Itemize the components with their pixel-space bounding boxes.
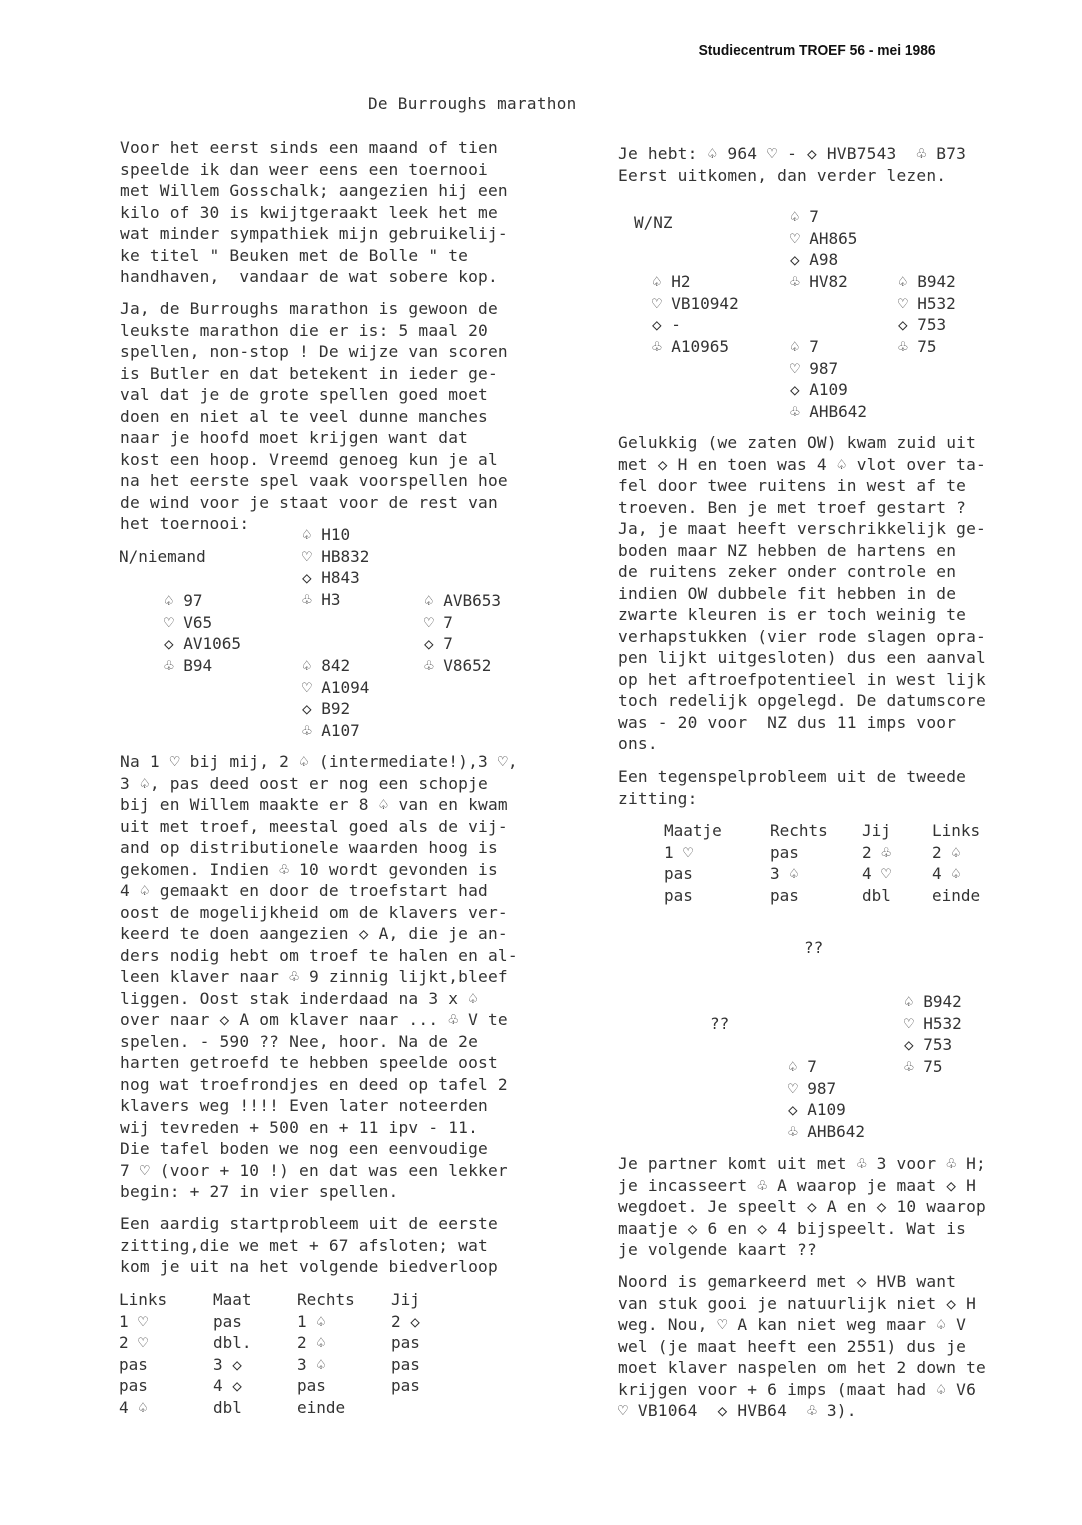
text-line: ♤ H2: [652, 272, 691, 291]
bidding-header: Jij: [391, 1290, 420, 1309]
text-line: kom je uit na het volgende biedverloop: [120, 1257, 498, 1276]
text-line: ♡ VB10942: [652, 293, 739, 313]
text-line: Gelukkig (we zaten OW) kwam zuid uit: [618, 433, 977, 452]
text-line: ♧ AHB642: [790, 401, 868, 421]
text-line: op het aftroefpotentieel in west lijk: [618, 669, 986, 689]
text-line: ◇ 7: [424, 634, 453, 653]
text-line: Noord is gemarkeerd met ◇ HVB want: [618, 1272, 957, 1291]
text-line: ♡ AH865: [790, 228, 858, 248]
deal2-south: [790, 336, 867, 422]
text-line: na het eerste spel vaak voorspellen hoe: [120, 471, 508, 490]
bidding-header: Rechts: [770, 821, 828, 840]
text-line: val dat je de grote spellen goed moet: [120, 385, 488, 404]
deal1-west: [164, 590, 241, 676]
deal2-east: [898, 271, 956, 357]
text-line: ♡ V65: [164, 612, 213, 632]
bidding-cell: pas: [119, 1376, 148, 1395]
bidding-cell: 2 ♤: [297, 1333, 326, 1352]
text-line: ♤ H10: [302, 525, 351, 544]
text-line: moet klaver naspelen om het 2 down te: [618, 1358, 986, 1377]
text-line: is Butler en dat betekent in ieder ge-: [120, 363, 498, 383]
text-line: spellen, non-stop ! De wijze van scoren: [120, 342, 508, 361]
text-line: Voor het eerst sinds een maand of tien: [120, 138, 498, 157]
bidding-cell: einde: [932, 885, 981, 905]
text-line: ◇ B92: [302, 699, 351, 718]
bidding-header: Links: [932, 821, 981, 840]
text-line: ♧ A107: [302, 720, 360, 740]
text-line: je volgende kaart ??: [618, 1240, 817, 1259]
deal2-label: W/NZ: [634, 213, 673, 232]
text-line: ◇ H843: [302, 568, 360, 587]
text-line: toch redelijk opgelegd. De datumscore: [618, 691, 986, 710]
bidding-cell: dbl: [862, 885, 891, 905]
text-line: maatje ◇ 6 en ◇ 4 bijspeelt. Wat is: [618, 1218, 967, 1238]
bidding-cell: pas: [213, 1311, 242, 1331]
text-line: ♧ V8652: [424, 655, 492, 675]
text-line: Een tegenspelprobleem uit de tweede: [618, 767, 967, 786]
page-header: Studiecentrum TROEF 56 - mei 1986: [699, 42, 936, 59]
bidding-cell: 4 ♤: [119, 1397, 148, 1417]
text-line: met ◇ H en toen was 4 ♤ vlot over ta-: [618, 454, 986, 474]
deal1-east: [424, 590, 501, 676]
text-line: ♡ HB832: [302, 546, 370, 566]
deal1-north: [302, 524, 369, 610]
col2-paragraph-1: [618, 143, 966, 186]
text-line: and op distributionele waarden hoog is: [120, 838, 498, 857]
text-line: de wind voor je staat voor de rest van: [120, 492, 498, 512]
bidding-cell: einde: [297, 1397, 346, 1417]
text-line: ◇ -: [652, 315, 681, 334]
bidding-cell: 1 ♤: [297, 1311, 326, 1331]
bidding-cell: 4 ◇: [213, 1376, 242, 1395]
deal3-east: [904, 991, 962, 1077]
text-line: Ja, je maat heeft verschrikkelijk ge-: [618, 519, 986, 538]
bidding-cell: 2 ♤: [932, 842, 961, 862]
bidding-cell: pas: [664, 864, 693, 883]
text-line: ♡ H532: [904, 1013, 962, 1033]
text-line: fel door twee ruitens in west af te: [618, 476, 967, 495]
text-line: over naar ◇ A om klaver naar ... ♧ V te: [120, 1010, 508, 1029]
text-line: klavers weg !!!! Even later noteerden: [120, 1096, 488, 1115]
text-line: ♤ 97: [164, 591, 203, 610]
text-line: indien OW dubbele fit hebben in de: [618, 583, 957, 603]
text-line: gekomen. Indien ♧ 10 wordt gevonden is: [120, 859, 498, 879]
text-line: Je partner komt uit met ♧ 3 voor ♧ H;: [618, 1154, 986, 1173]
text-line: spelen. - 590 ?? Nee, hoor. Na de 2e: [120, 1031, 479, 1051]
bidding-cell: 2 ♧: [862, 842, 891, 862]
text-line: uit met troef, meestal goed als de vij-: [120, 816, 508, 836]
text-line: ke titel " Beuken met de Bolle " te: [120, 245, 469, 265]
text-line: ◇ AV1065: [164, 634, 242, 653]
text-line: ders nodig hebt om troef te halen en al-: [120, 945, 518, 965]
col2-paragraph-5: [618, 1271, 986, 1422]
text-line: Na 1 ♡ bij mij, 2 ♤ (intermediate!),3 ♡,: [120, 752, 518, 771]
text-line: ♡ 7: [424, 612, 453, 632]
text-line: leen klaver naar ♧ 9 zinnig lijkt,bleef: [120, 967, 508, 986]
text-line: ◇ A109: [790, 380, 848, 399]
col2-paragraph-2: [618, 432, 986, 755]
text-line: ♤ B942: [904, 992, 962, 1011]
text-line: handhaven, vandaar de wat sobere kop.: [120, 267, 498, 286]
text-line: kilo of 30 is kwijtgeraakt leek het me: [120, 202, 498, 222]
text-line: ♡ VB1064 ◇ HVB64 ♧ 3).: [618, 1401, 857, 1420]
text-line: ♧ HV82: [790, 271, 848, 291]
article-title: De Burroughs marathon: [368, 94, 577, 113]
text-line: keerd te doen aangezien ◇ A, die je an-: [120, 924, 508, 943]
text-line: ♡ 987: [788, 1078, 837, 1098]
bidding-header: Maat: [213, 1290, 252, 1309]
text-line: naar je hoofd moet krijgen want dat: [120, 428, 469, 447]
text-line: doen en niet al te veel dunne manches: [120, 406, 488, 426]
text-line: met Willem Gosschalk; aangezien hij een: [120, 181, 508, 200]
text-line: ♡ 987: [790, 358, 839, 378]
text-line: ◇ A109: [788, 1100, 846, 1119]
deal3-north-unknown: ??: [804, 938, 824, 957]
bidding-cell: pas: [391, 1333, 420, 1352]
text-line: ♧ B94: [164, 655, 213, 675]
text-line: ◇ A98: [790, 250, 839, 269]
text-line: ons.: [618, 734, 658, 753]
bidding-cell: pas: [770, 885, 799, 905]
text-line: verhapstukken (vier rode slagen opra-: [618, 626, 986, 646]
bidding-cell: 3 ♤: [297, 1354, 326, 1374]
text-line: ♤ B942: [898, 272, 956, 291]
text-line: weg. Nou, ♡ A kan niet weg maar ♤ V: [618, 1315, 967, 1334]
text-line: ◇ 753: [898, 315, 947, 334]
text-line: de ruitens zeker onder controle en: [618, 562, 957, 581]
text-line: het toernooi:: [120, 514, 250, 533]
text-line: van stuk gooi je natuurlijk niet ◇ H: [618, 1293, 977, 1313]
text-line: nog wat troefrondjes en deed op tafel 2: [120, 1074, 508, 1094]
text-line: zwarte kleuren is er toch weinig te: [618, 605, 967, 624]
col1-paragraph-3: [120, 751, 518, 1203]
bidding-header: Jij: [862, 821, 891, 840]
col2-paragraph-4: [618, 1153, 986, 1261]
text-line: ♤ 7: [788, 1057, 817, 1076]
text-line: zitting,die we met + 67 afsloten; wat: [120, 1235, 488, 1255]
bidding-cell: 3 ♤: [770, 864, 799, 883]
text-line: wel (je maat heeft een 2551) dus je: [618, 1336, 967, 1356]
bidding-cell: pas: [664, 885, 693, 905]
text-line: ♤ 7: [790, 337, 819, 356]
text-line: ♧ A10965: [652, 336, 730, 356]
text-line: ♤ AVB653: [424, 591, 502, 610]
text-line: harten getroefd te hebben speelde oost: [120, 1053, 498, 1072]
deal1-south: [302, 655, 369, 741]
bidding-cell: 2 ♡: [119, 1333, 148, 1352]
text-line: 4 ♤ gemaakt en door de troefstart had: [120, 881, 488, 900]
deal3-west-unknown: ??: [710, 1014, 730, 1033]
text-line: ♧ H3: [302, 589, 341, 609]
text-line: Die tafel boden we nog een eenvoudige: [120, 1139, 488, 1158]
text-line: oost de mogelijkheid om de klavers ver-: [120, 902, 508, 922]
text-line: boden maar NZ hebben de hartens en: [618, 540, 957, 560]
text-line: Een aardig startprobleem uit de eerste: [120, 1214, 498, 1233]
text-line: wij tevreden + 500 en + 11 ipv - 11.: [120, 1117, 479, 1137]
bidding-header: Maatje: [664, 821, 722, 840]
text-line: ♡ A1094: [302, 677, 370, 697]
text-line: ◇ 753: [904, 1035, 953, 1054]
text-line: ♧ 75: [898, 336, 937, 356]
col1-paragraph-4: [120, 1213, 498, 1278]
col1-paragraph-2: [120, 298, 508, 535]
text-line: liggen. Oost stak inderdaad na 3 x ♤: [120, 988, 479, 1008]
bidding-cell: 1 ♡: [119, 1311, 148, 1331]
text-line: zitting:: [618, 788, 698, 808]
text-line: speelde ik dan weer eens een toernooi: [120, 159, 488, 179]
bidding-cell: 1 ♡: [664, 842, 693, 862]
text-line: Ja, de Burroughs marathon is gewoon de: [120, 299, 498, 318]
bidding-cell: 2 ◇: [391, 1311, 420, 1331]
text-line: krijgen voor + 6 imps (maat had ♤ V6: [618, 1379, 977, 1399]
text-line: Je hebt: ♤ 964 ♡ - ◇ HVB7543 ♧ B73: [618, 144, 967, 163]
bidding-cell: 3 ◇: [213, 1354, 242, 1374]
deal2-west: [652, 271, 739, 357]
col1-paragraph-1: [120, 137, 508, 288]
text-line: Eerst uitkomen, dan verder lezen.: [618, 165, 947, 185]
bidding-header: Links: [119, 1290, 168, 1309]
deal2-north: [790, 206, 857, 292]
bidding-cell: pas: [119, 1354, 148, 1374]
text-line: wat minder sympathiek mijn gebruikelij-: [120, 224, 508, 243]
text-line: 7 ♡ (voor + 10 !) en dat was een lekker: [120, 1160, 508, 1180]
bidding-cell: pas: [297, 1376, 326, 1395]
text-line: ♤ 7: [790, 207, 819, 226]
text-line: pen lijkt uitgesloten) dus een aanval: [618, 648, 986, 667]
text-line: ♧ AHB642: [788, 1121, 866, 1141]
text-line: troeven. Ben je met troef gestart ?: [618, 497, 967, 517]
text-line: kost een hoop. Vreemd genoeg kun je al: [120, 449, 498, 469]
text-line: leukste marathon die er is: 5 maal 20: [120, 320, 488, 340]
bidding-header: Rechts: [297, 1290, 355, 1309]
bidding-cell: dbl.: [213, 1333, 252, 1352]
text-line: ♧ 75: [904, 1056, 943, 1076]
bidding-cell: pas: [391, 1354, 420, 1374]
text-line: je incasseert ♧ A waarop je maat ◇ H: [618, 1175, 977, 1195]
col2-paragraph-3: [618, 766, 966, 809]
text-line: ♡ H532: [898, 293, 956, 313]
bidding-cell: 4 ♤: [932, 864, 961, 883]
text-line: ♤ 842: [302, 656, 351, 675]
bidding-cell: 4 ♡: [862, 864, 891, 883]
text-line: 3 ♤, pas deed oost er nog een schopje: [120, 773, 488, 793]
deal1-label: N/niemand: [119, 547, 206, 566]
text-line: wegdoet. Je speelt ◇ A en ◇ 10 waarop: [618, 1197, 986, 1216]
deal3-south: [788, 1056, 865, 1142]
bidding-cell: pas: [391, 1376, 420, 1395]
text-line: bij en Willem maakte er 8 ♤ van en kwam: [120, 795, 508, 814]
text-line: was - 20 voor NZ dus 11 imps voor: [618, 712, 957, 732]
bidding-cell: pas: [770, 842, 799, 862]
text-line: begin: + 27 in vier spellen.: [120, 1182, 399, 1201]
bidding-cell: dbl: [213, 1397, 242, 1417]
